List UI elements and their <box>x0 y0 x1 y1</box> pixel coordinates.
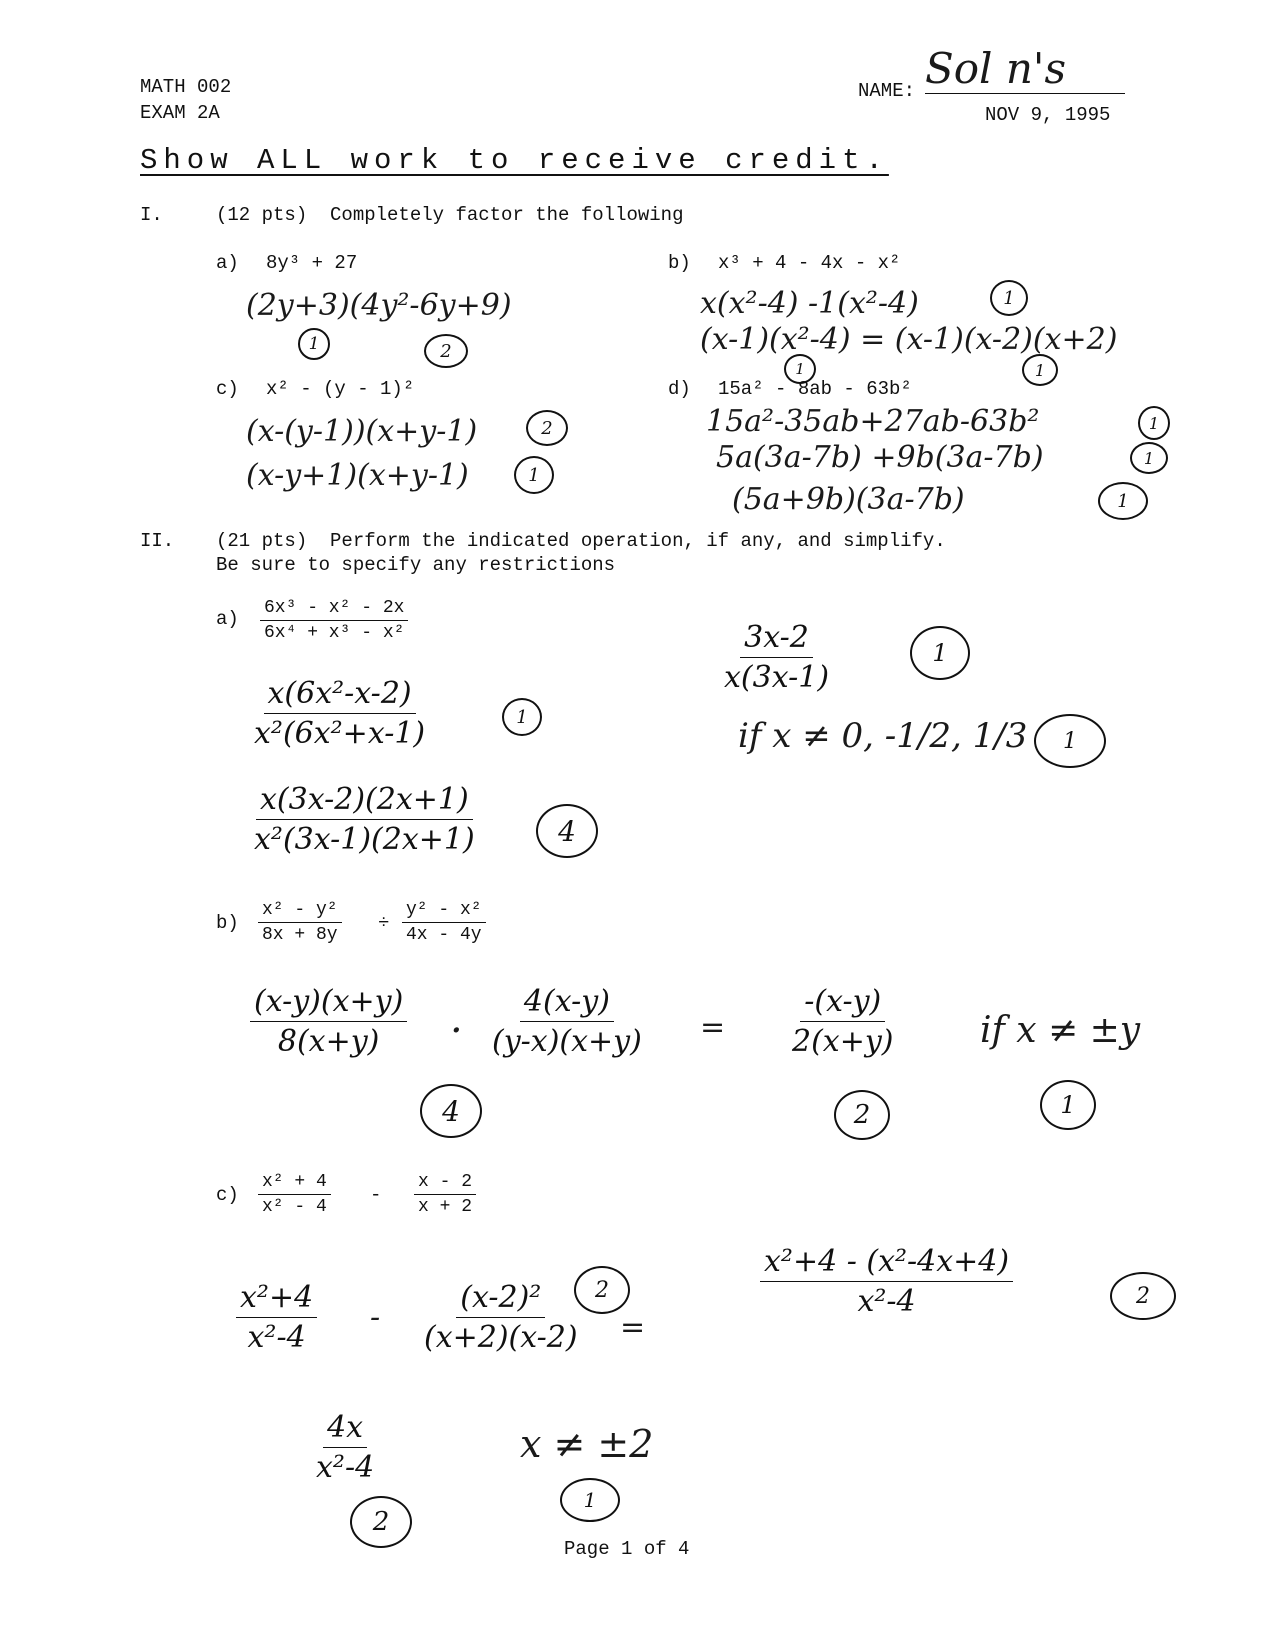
problem-2c-work-fraction-1 <box>236 1280 317 1355</box>
problem-1a-label: a) <box>216 252 239 274</box>
problem-2b-fraction-1 <box>258 900 342 945</box>
section-1-prompt: (12 pts) Completely factor the following <box>216 204 684 226</box>
score-circle: 1 <box>1040 1080 1096 1130</box>
denominator: x² - 4 <box>262 1197 327 1217</box>
numerator: -(x-y) <box>800 984 885 1022</box>
denominator: x²-4 <box>316 1450 375 1485</box>
denominator: x²-4 <box>247 1320 306 1355</box>
problem-2c-fraction-2 <box>414 1172 476 1217</box>
numerator: x(3x-2)(2x+1) <box>256 782 473 820</box>
problem-1a-expression: 8y³ + 27 <box>266 252 358 274</box>
problem-2c-label: c) <box>216 1184 239 1206</box>
denominator: (y-x)(x+y) <box>492 1024 642 1059</box>
problem-2a-result <box>720 620 833 695</box>
denominator: x²(6x²+x-1) <box>254 716 426 751</box>
problem-2c-restriction: x ≠ ±2 <box>520 1422 654 1466</box>
denominator: 4x - 4y <box>406 925 482 945</box>
name-value: Sol n's <box>925 44 1125 94</box>
section-2-prompt-line1: (21 pts) Perform the indicated operation, if any, and simplify. <box>216 530 946 552</box>
numerator: (x-y)(x+y) <box>250 984 407 1022</box>
minus-sign: - <box>370 1300 381 1335</box>
division-operator: ÷ <box>378 912 390 934</box>
equals-sign: = <box>620 1310 646 1345</box>
multiply-dot: · <box>450 1008 463 1054</box>
problem-2a-step2 <box>250 782 479 857</box>
denominator: x + 2 <box>418 1197 473 1217</box>
numerator: 4x <box>323 1410 367 1448</box>
score-circle: 1 <box>1022 354 1058 386</box>
denominator: x(3x-1) <box>724 660 830 695</box>
numerator: 6x³ - x² - 2x <box>260 598 408 621</box>
denominator: 2(x+y) <box>792 1024 894 1059</box>
score-circle: 1 <box>502 698 542 736</box>
score-circle: 2 <box>350 1496 412 1548</box>
exam-code: EXAM 2A <box>140 102 220 124</box>
problem-1a-work: (2y+3)(4y²-6y+9) <box>246 288 512 323</box>
score-circle: 1 <box>990 280 1028 316</box>
exam-date: NOV 9, 1995 <box>985 104 1111 126</box>
score-circle: 4 <box>536 804 598 858</box>
denominator: (x+2)(x-2) <box>424 1320 578 1355</box>
score-circle: 1 <box>514 456 554 494</box>
problem-2c-result <box>312 1410 378 1485</box>
problem-2a-step1 <box>250 676 429 751</box>
numerator: (x-2)² <box>456 1280 545 1318</box>
problem-1c-expression: x² - (y - 1)² <box>266 378 415 400</box>
denominator: x²-4 <box>857 1284 916 1319</box>
problem-1d-work-line1: 15a²-35ab+27ab-63b² <box>706 404 1040 439</box>
problem-2b-result <box>788 984 898 1059</box>
section-2-numeral: II. <box>140 530 175 552</box>
score-circle: 4 <box>420 1084 482 1138</box>
problem-2b-work-fraction-2 <box>488 984 646 1059</box>
score-circle: 1 <box>910 626 970 680</box>
section-1-numeral: I. <box>140 204 163 226</box>
score-circle: 2 <box>526 410 568 446</box>
score-circle: 1 <box>784 354 816 384</box>
numerator: x(6x²-x-2) <box>264 676 416 714</box>
denominator: x²(3x-1)(2x+1) <box>254 822 475 857</box>
problem-1c-label: c) <box>216 378 239 400</box>
score-circle: 1 <box>1130 442 1168 474</box>
numerator: x - 2 <box>414 1172 476 1195</box>
problem-2a-fraction <box>260 598 408 643</box>
numerator: x²+4 <box>236 1280 317 1318</box>
name-label: NAME: <box>858 80 916 102</box>
problem-2b-restriction: if x ≠ ±y <box>980 1010 1141 1051</box>
page-number: Page 1 of 4 <box>564 1538 690 1560</box>
problem-1d-expression: 15a² - 8ab - 63b² <box>718 378 912 400</box>
section-2-prompt-line2: Be sure to specify any restrictions <box>216 554 616 576</box>
problem-1b-label: b) <box>668 252 691 274</box>
problem-1b-expression: x³ + 4 - 4x - x² <box>718 252 901 274</box>
denominator: 8x + 8y <box>262 925 338 945</box>
equals-sign: = <box>700 1010 726 1045</box>
problem-2a-label: a) <box>216 608 239 630</box>
score-circle: 2 <box>834 1090 890 1140</box>
score-circle: 1 <box>1034 714 1106 768</box>
score-circle: 1 <box>298 328 330 360</box>
problem-2c-fraction-1 <box>258 1172 331 1217</box>
denominator: 8(x+y) <box>277 1024 380 1059</box>
numerator: y² - x² <box>402 900 486 923</box>
score-circle: 1 <box>560 1478 620 1522</box>
problem-2a-restriction: if x ≠ 0, -1/2, 1/3 <box>738 716 1028 756</box>
problem-1b-work-line2: (x-1)(x²-4) = (x-1)(x-2)(x+2) <box>700 322 1118 357</box>
problem-2b-fraction-2 <box>402 900 486 945</box>
score-circle: 2 <box>574 1266 630 1314</box>
problem-2b-work-fraction-1 <box>250 984 407 1059</box>
course-code: MATH 002 <box>140 76 232 98</box>
numerator: x²+4 - (x²-4x+4) <box>760 1244 1013 1282</box>
score-circle: 1 <box>1138 406 1170 440</box>
problem-2c-work-fraction-2 <box>420 1280 582 1355</box>
score-circle: 2 <box>1110 1272 1176 1320</box>
numerator: x² + 4 <box>258 1172 331 1195</box>
problem-2c-work-fraction-3 <box>760 1244 1013 1319</box>
problem-1b-work-line1: x(x²-4) -1(x²-4) <box>700 286 919 321</box>
score-circle: 1 <box>1098 482 1148 520</box>
subtraction-operator: - <box>370 1184 382 1206</box>
score-circle: 2 <box>424 334 468 368</box>
problem-1d-label: d) <box>668 378 691 400</box>
numerator: x² - y² <box>258 900 342 923</box>
problem-2b-label: b) <box>216 912 239 934</box>
problem-1d-work-line2: 5a(3a-7b) +9b(3a-7b) <box>716 440 1044 475</box>
instructions-banner: Show ALL work to receive credit. <box>140 144 889 177</box>
problem-1c-work-line2: (x-y+1)(x+y-1) <box>246 458 469 493</box>
problem-1c-work-line1: (x-(y-1))(x+y-1) <box>246 414 478 449</box>
numerator: 3x-2 <box>740 620 813 658</box>
numerator: 4(x-y) <box>520 984 614 1022</box>
denominator: 6x⁴ + x³ - x² <box>264 623 405 643</box>
problem-1d-work-line3: (5a+9b)(3a-7b) <box>732 482 965 517</box>
